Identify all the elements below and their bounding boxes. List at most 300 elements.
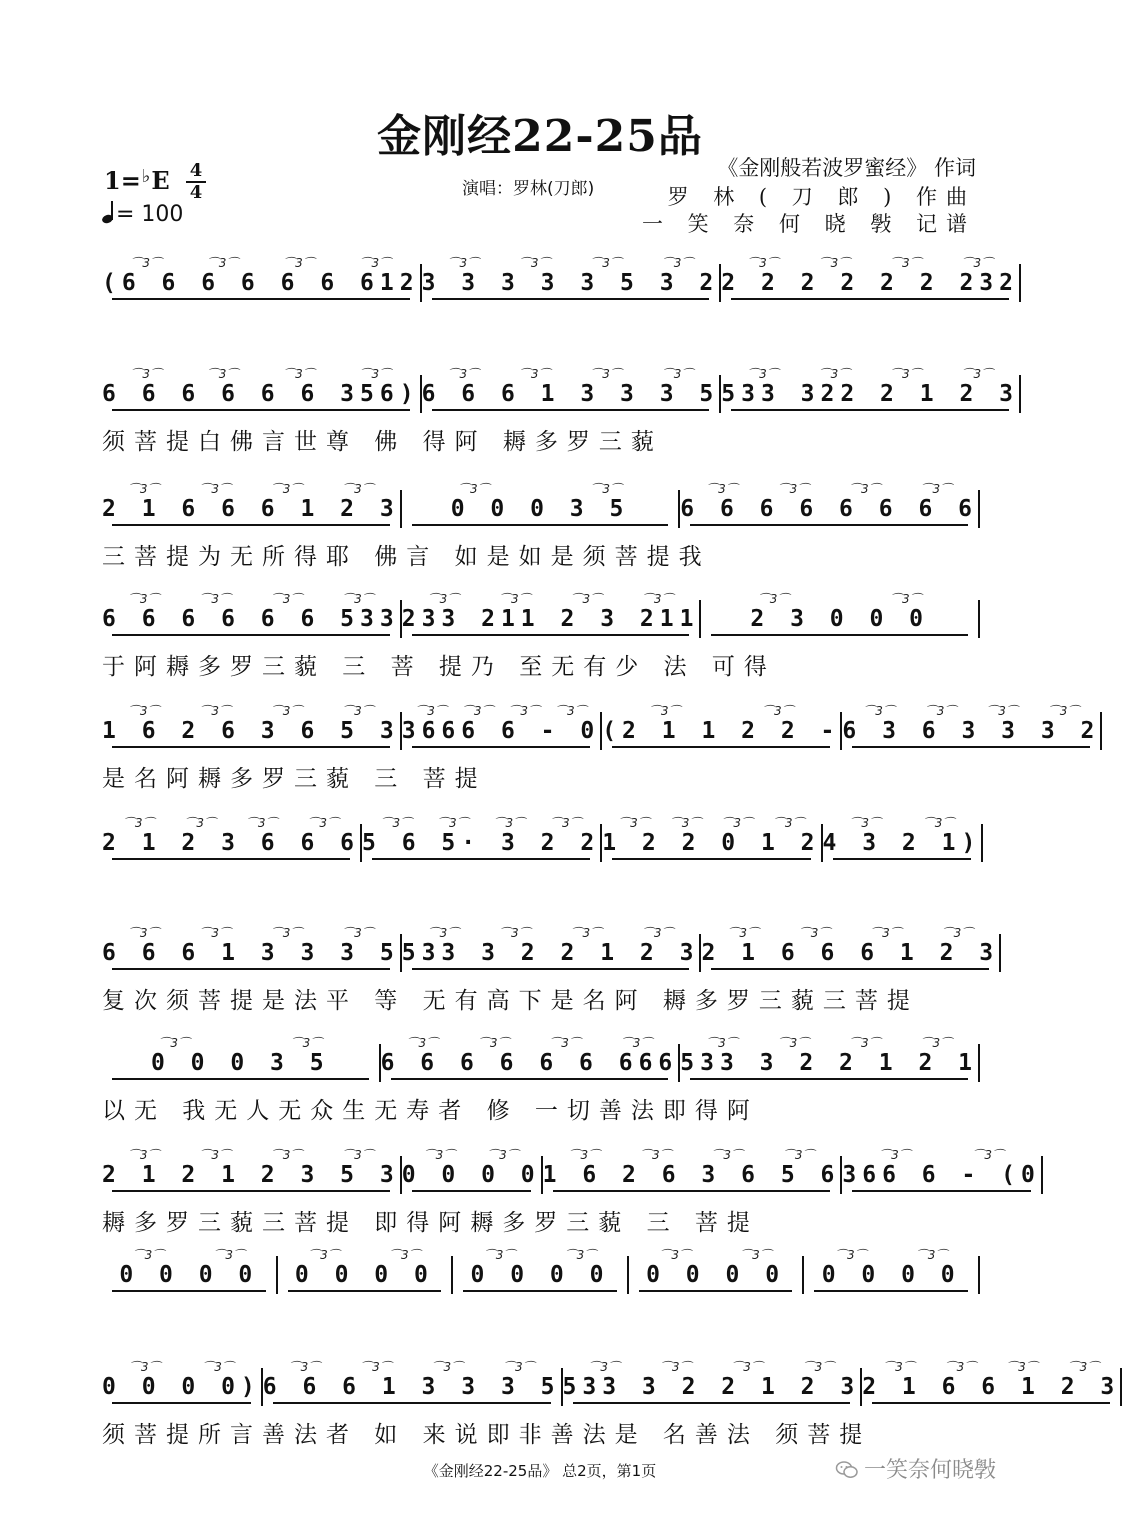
barline [978,1256,980,1294]
beam-underline [112,524,390,526]
triplet-mark: ⌒3⌒ [941,926,974,940]
triplet-marks [569,1358,855,1372]
triplet-mark: ⌒3⌒ [740,1248,772,1262]
triplet-mark: ⌒3⌒ [555,704,587,718]
triplet-mark: ⌒3⌒ [661,256,694,270]
key-signature [104,166,170,195]
measure [102,1032,379,1094]
triplet-mark: ⌒3⌒ [270,926,303,940]
measure-notes: 0 0 0 0 [294,1262,434,1288]
score-row [102,1356,1121,1448]
score-row [102,1244,980,1314]
measure-notes: 533 3 2 2 1 2 3 [562,1374,861,1400]
beam-underline [412,746,590,748]
measure [402,700,600,762]
page-title: 金刚经22-25品 [377,111,703,162]
score-row [102,700,1101,792]
triplet-mark: ⌒3⌒ [641,592,674,606]
triplet-mark: ⌒3⌒ [890,367,922,381]
measure [680,478,978,540]
score-row [102,922,1000,1014]
triplet-mark: ⌒3⌒ [706,482,738,496]
tempo-marking [102,201,183,227]
triplet-mark: ⌒3⌒ [436,816,469,830]
triplet-mark: ⌒3⌒ [380,816,413,830]
triplet-mark: ⌒3⌒ [1067,1360,1100,1374]
triplet-mark: ⌒3⌒ [549,1036,581,1050]
triplet-mark: ⌒3⌒ [639,1148,672,1162]
triplet-mark: ⌒3⌒ [415,704,447,718]
triplet-mark: ⌒3⌒ [518,256,551,270]
beam-underline [463,1290,617,1292]
measure-notes: 2 1 2 1 2 3 5 3 [102,1162,400,1188]
measure [842,1144,1040,1206]
notation-line [102,922,1000,984]
barline [999,934,1001,972]
beam-underline [112,1078,369,1080]
beam-underline [731,298,1009,300]
beam-underline [833,858,972,860]
triplet-mark: ⌒3⌒ [798,926,831,940]
measure [102,922,400,984]
triplet-marks [408,480,673,494]
triplet-mark: ⌒3⌒ [706,1036,738,1050]
triplet-mark: ⌒3⌒ [342,704,374,718]
triplet-mark: ⌒3⌒ [290,1036,323,1050]
triplet-mark: ⌒3⌒ [499,592,531,606]
triplet-mark: ⌒3⌒ [618,816,650,830]
beam-underline [612,858,810,860]
measure [453,1244,627,1306]
triplet-mark: ⌒3⌒ [461,704,494,718]
measure-notes: 6 6 6 6 6 6 6 6 [680,496,978,522]
measure-notes: (6 6 6 6 6 6 612 [102,270,420,296]
triplet-mark: ⌒3⌒ [731,1360,763,1374]
lyrics-line: 耨多罗三藐三菩提 即得阿耨多罗三藐 三 菩提 [102,1210,759,1236]
triplet-mark: ⌒3⌒ [669,816,702,830]
triplet-marks [408,702,594,716]
notation-line [102,700,1101,762]
measure-notes: 1 2 2 0 1 2 [602,830,821,856]
measure-notes: 2 1 6 6 6 1 2 3 [102,496,400,522]
triplet-marks [387,1034,673,1048]
lyrics-line: 三菩提为无所得耶 佛言 如是如是须菩提我 [102,544,711,570]
triplet-mark: ⌒3⌒ [493,816,526,830]
triplet-mark: ⌒3⌒ [270,482,303,496]
triplet-mark: ⌒3⌒ [550,816,582,830]
measure-notes: 0 0 0 0 [401,1162,541,1188]
triplet-mark: ⌒3⌒ [342,482,374,496]
triplet-mark: ⌒3⌒ [283,256,315,270]
triplet-mark: ⌒3⌒ [127,482,160,496]
lyrics-line: 复次须菩提是法平 等 无有高下是名阿 耨多罗三藐三菩提 [102,988,919,1014]
triplet-mark: ⌒3⌒ [199,1148,231,1162]
beam-underline [112,746,390,748]
triplet-mark: ⌒3⌒ [487,1148,519,1162]
triplet-mark: ⌒3⌒ [564,1248,597,1262]
measure [381,1032,679,1094]
triplet-mark: ⌒3⌒ [879,1148,911,1162]
triplet-marks [707,590,972,604]
lyrics-line: 须菩提白佛言世尊 佛 得阿 耨多罗三藐 [102,429,663,455]
triplet-mark: ⌒3⌒ [849,482,881,496]
measure-notes: 6 6 6 1 3 3 3 5 [421,381,720,407]
measure [102,1144,400,1206]
measure [804,1244,978,1306]
measure-notes: 2 3 0 0 0 [750,606,930,632]
measure [102,1244,276,1306]
triplet-mark: ⌒3⌒ [130,256,163,270]
time-signature-bottom: 4 [189,182,203,203]
measure [102,363,420,425]
lyrics-line: 以无 我无人无众生无寿者 修 一切善法即得阿 [102,1098,759,1124]
beam-underline [639,1290,793,1292]
beam-underline [112,1290,266,1292]
triplet-marks [459,1246,621,1260]
barline [981,824,983,862]
notation-line [102,1356,1121,1418]
beam-underline [112,634,390,636]
triplet-mark: ⌒3⌒ [199,482,231,496]
score-row [102,812,980,882]
triplet-mark: ⌒3⌒ [158,1036,190,1050]
triplet-mark: ⌒3⌒ [818,367,851,381]
triplet-marks [269,1358,555,1372]
notation-line [102,478,980,540]
watermark-text: 一笑奈何晓斅 [864,1458,997,1483]
triplet-marks [829,814,976,828]
triplet-mark: ⌒3⌒ [1006,1360,1038,1374]
measure-notes: 0 0 0 3 5 [150,1050,330,1076]
measure [422,252,720,314]
measure [680,1032,978,1094]
beam-underline [112,1402,251,1404]
triplet-mark: ⌒3⌒ [777,1036,810,1050]
triplet-mark: ⌒3⌒ [122,816,155,830]
beam-underline [112,298,410,300]
triplet-mark: ⌒3⌒ [342,926,374,940]
beam-underline [690,1078,968,1080]
measure-notes: 0 0 0 0) [102,1374,261,1400]
triplet-mark: ⌒3⌒ [659,1248,691,1262]
measure [721,252,1019,314]
triplet-mark: ⌒3⌒ [986,704,1018,718]
measure [102,812,360,874]
measure [402,922,700,984]
triplet-mark: ⌒3⌒ [588,1360,621,1374]
score-row [102,588,980,680]
beam-underline [112,409,410,411]
triplet-marks [108,590,394,604]
triplet-mark: ⌒3⌒ [499,926,531,940]
triplet-mark: ⌒3⌒ [128,1360,161,1374]
triplet-mark: ⌒3⌒ [423,1148,456,1162]
measure-notes: 6 3 6 3 3 3 2 [842,718,1101,744]
triplet-mark: ⌒3⌒ [961,367,994,381]
score-row [102,252,1019,322]
wechat-icon [836,1461,858,1479]
triplet-mark: ⌒3⌒ [659,1360,692,1374]
measure [422,363,720,425]
page-footer: 《金刚经22-25品》 总2页，第1页 [423,1462,657,1480]
key-letter: E [151,166,170,195]
beam-underline [412,524,669,526]
triplet-mark: ⌒3⌒ [447,256,480,270]
triplet-mark: ⌒3⌒ [477,1036,510,1050]
measure-notes: 6 6 6 1 3 3 3 5 [262,1374,561,1400]
triplet-mark: ⌒3⌒ [570,926,603,940]
triplet-marks [408,1146,535,1160]
measure-notes: 0 0 0 0 [821,1262,961,1288]
watermark [836,1453,996,1484]
triplet-mark: ⌒3⌒ [661,367,694,381]
composer-credit: 罗 林 ( 刀 郎 ) 作曲 [667,185,976,209]
triplet-mark: ⌒3⌒ [920,482,953,496]
lyrics-line: 于阿耨多罗三藐 三 菩 提乃 至无有少 法 可得 [102,654,776,680]
measure [102,1356,261,1418]
triplet-marks [108,1034,373,1048]
measure-notes: 5 6 5· 3 2 2 [362,830,601,856]
triplet-marks [428,365,714,379]
measure-notes: 3 3 3 3 3 5 3 2 [421,270,720,296]
measure-notes: 2 1 6 6 6 1 2 3 [701,940,1000,966]
triplet-marks [810,1246,972,1260]
triplet-mark: ⌒3⌒ [762,704,794,718]
triplet-mark: ⌒3⌒ [863,704,895,718]
triplet-mark: ⌒3⌒ [648,704,681,718]
triplet-mark: ⌒3⌒ [447,367,480,381]
triplet-marks [686,1034,972,1048]
measure-notes: 2 1 6 6 1 2 3 [862,1374,1121,1400]
measure-notes: 4 3 2 1) [822,830,982,856]
notation-line [102,1244,980,1306]
triplet-mark: ⌒3⌒ [213,1248,246,1262]
triplet-mark: ⌒3⌒ [590,367,622,381]
beam-underline [814,1290,968,1292]
triplet-mark: ⌒3⌒ [245,816,278,830]
triplet-mark: ⌒3⌒ [502,1360,535,1374]
transcriber-credit: 一 笑 奈 何 晓 斅 记谱 [641,212,976,236]
key-prefix: 1= [104,166,141,195]
beam-underline [412,968,690,970]
measure [701,922,999,984]
beam-underline [852,746,1090,748]
triplet-mark: ⌒3⌒ [431,1360,464,1374]
measure-notes: 2 2 2 2 2 2 232 [721,270,1019,296]
lyrics-line: 须菩提所言善法者 如 来说即非善法是 名善法 须菩提 [102,1422,872,1448]
measure [102,588,400,650]
beam-underline [573,1402,851,1404]
triplet-mark: ⌒3⌒ [920,1036,953,1050]
measure-notes: 1 6 2 6 3 6 5 6 [542,1162,841,1188]
triplet-mark: ⌒3⌒ [360,1360,392,1374]
measure-notes: 6 6 6 1 3 3 3 5 [102,940,400,966]
triplet-marks [608,814,814,828]
triplet-marks [108,480,394,494]
beam-underline [372,858,590,860]
triplet-marks [108,702,394,716]
barline [1019,264,1021,302]
triplet-mark: ⌒3⌒ [972,1148,1005,1162]
triplet-mark: ⌒3⌒ [890,592,922,606]
barline [978,1044,980,1082]
lyricist-credit: 《金刚般若波罗蜜经》 作词 [717,156,976,180]
score-row [102,478,980,570]
triplet-mark: ⌒3⌒ [834,1248,867,1262]
measure-notes: 533 322 2 1 2 3 [721,381,1019,407]
triplet-marks [368,814,594,828]
measure-notes: 3666 6 - 0 [401,718,601,744]
triplet-mark: ⌒3⌒ [202,1360,234,1374]
beam-underline [391,1078,669,1080]
measure [842,700,1100,762]
measure [102,252,420,314]
measure-notes: 0 0 0 3 5 [450,496,630,522]
beam-underline [288,1290,442,1292]
beam-underline [412,1190,531,1192]
beam-underline [731,409,1009,411]
barline [978,490,980,528]
triplet-mark: ⌒3⌒ [199,704,231,718]
barline [1041,1156,1043,1194]
beam-underline [690,524,968,526]
measure [543,1144,841,1206]
triplet-marks [108,924,394,938]
notation-line [102,363,1019,425]
triplet-mark: ⌒3⌒ [130,367,163,381]
triplet-mark: ⌒3⌒ [427,592,460,606]
triplet-mark: ⌒3⌒ [727,926,759,940]
triplet-mark: ⌒3⌒ [283,367,315,381]
triplet-mark: ⌒3⌒ [641,926,674,940]
triplet-marks [727,365,1013,379]
triplet-mark: ⌒3⌒ [747,256,779,270]
triplet-mark: ⌒3⌒ [270,704,303,718]
triplet-mark: ⌒3⌒ [206,256,239,270]
triplet-mark: ⌒3⌒ [270,592,303,606]
beam-underline [112,968,390,970]
measure [278,1244,452,1306]
triplet-mark: ⌒3⌒ [590,482,622,496]
measure-notes: (2 1 1 2 2 - [602,718,841,744]
triplet-mark: ⌒3⌒ [944,1360,977,1374]
measure [701,588,978,650]
triplet-mark: ⌒3⌒ [590,256,622,270]
triplet-mark: ⌒3⌒ [127,704,160,718]
measure [402,1144,541,1206]
triplet-mark: ⌒3⌒ [427,926,460,940]
measure [629,1244,803,1306]
triplet-marks [428,254,714,268]
notation-line [102,1032,980,1094]
beam-underline [273,1402,551,1404]
triplet-mark: ⌒3⌒ [342,1148,374,1162]
measure [823,812,982,874]
barline [978,600,980,638]
triplet-marks [707,924,993,938]
triplet-mark: ⌒3⌒ [922,816,955,830]
triplet-marks [868,1358,1114,1372]
triplet-mark: ⌒3⌒ [802,1360,835,1374]
measure [721,363,1019,425]
barline [1019,375,1021,413]
measure [102,700,400,762]
triplet-mark: ⌒3⌒ [620,1036,653,1050]
beam-underline [852,1190,1030,1192]
triplet-mark: ⌒3⌒ [870,926,902,940]
measure-notes: 0 0 0 0 [470,1262,610,1288]
score-row [102,1144,1041,1236]
notation-line [102,588,980,650]
triplet-mark: ⌒3⌒ [288,1360,321,1374]
triplet-mark: ⌒3⌒ [772,816,805,830]
beam-underline [432,409,710,411]
triplet-mark: ⌒3⌒ [270,1148,303,1162]
triplet-mark: ⌒3⌒ [359,256,392,270]
triplet-mark: ⌒3⌒ [359,367,392,381]
measure-notes: 233 211 2 3 211 [401,606,700,632]
triplet-mark: ⌒3⌒ [721,816,753,830]
measure-notes: 0 0 0 0 [119,1262,259,1288]
beam-underline [432,298,710,300]
triplet-mark: ⌒3⌒ [782,1148,815,1162]
triplet-marks [549,1146,835,1160]
score-row [102,363,1019,455]
measure-notes: 366 6 - (0 [842,1162,1041,1188]
time-signature [186,162,206,202]
beam-underline [711,634,968,636]
triplet-marks [108,365,414,379]
triplet-mark: ⌒3⌒ [570,592,603,606]
measure [263,1356,561,1418]
triplet-mark: ⌒3⌒ [915,1248,948,1262]
triplet-mark: ⌒3⌒ [199,592,231,606]
triplet-mark: ⌒3⌒ [307,816,340,830]
triplet-marks [848,702,1094,716]
triplet-mark: ⌒3⌒ [127,1148,160,1162]
measure [402,588,700,650]
triplet-marks [284,1246,446,1260]
measure-notes: 533 3 2 2 1 2 1 [680,1050,978,1076]
triplet-marks [408,590,694,604]
triplet-mark: ⌒3⌒ [518,367,551,381]
beam-underline [112,1190,390,1192]
tempo-value: = 100 [116,202,184,227]
triplet-mark: ⌒3⌒ [818,256,851,270]
triplet-mark: ⌒3⌒ [483,1248,516,1262]
measure [102,478,400,540]
triplet-mark: ⌒3⌒ [711,1148,744,1162]
triplet-marks [108,1358,255,1372]
triplet-marks [408,924,694,938]
triplet-mark: ⌒3⌒ [127,926,160,940]
triplet-mark: ⌒3⌒ [132,1248,165,1262]
quarter-note-icon [102,201,116,223]
notation-line [102,1144,1041,1206]
triplet-marks [108,1246,270,1260]
beam-underline [553,1190,831,1192]
triplet-mark: ⌒3⌒ [406,1036,439,1050]
triplet-marks [727,254,1013,268]
triplet-mark: ⌒3⌒ [849,1036,881,1050]
lyrics-line: 是名阿耨多罗三藐 三 菩提 [102,766,487,792]
flat-sign: ♭ [141,166,151,187]
measure [602,812,820,874]
time-signature-top: 4 [189,160,203,181]
triplet-mark: ⌒3⌒ [388,1248,421,1262]
triplet-mark: ⌒3⌒ [924,704,957,718]
triplet-mark: ⌒3⌒ [308,1248,340,1262]
